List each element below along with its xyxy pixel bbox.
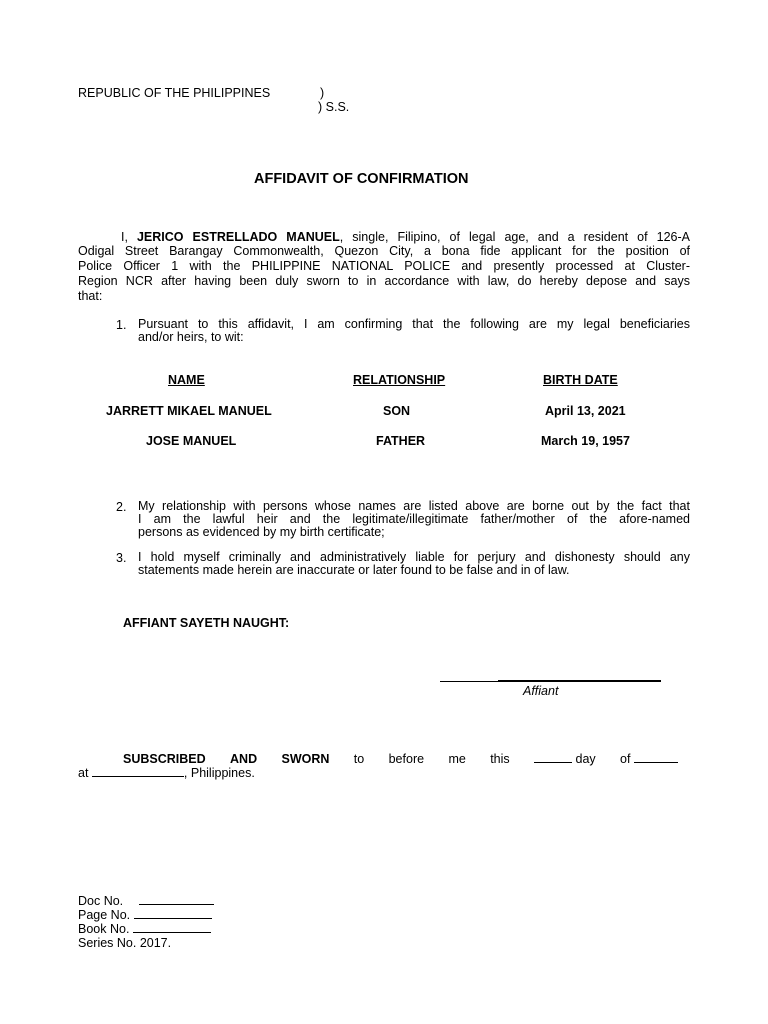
jurat-word: this [490, 752, 510, 766]
doc-no-blank [139, 893, 214, 905]
intro-line-4: Region NCR after having been duly sworn to in accordance with law, do hereby depose and says [78, 274, 690, 288]
page-no-blank [134, 907, 212, 919]
list-item-1 [116, 318, 690, 344]
affiant-sayeth-naught: AFFIANT SAYETH NAUGHT: [123, 616, 290, 630]
intro-line-1-rest: , single, Filipino, of legal age, and a resident of 126-A [339, 230, 690, 244]
venue-ss: ) S.S. [318, 100, 350, 114]
jurat-at: at [78, 766, 89, 780]
book-no-label: Book No. [78, 922, 130, 936]
page-no [78, 907, 212, 922]
affiant-name: JERICO ESTRELLADO MANUEL [136, 230, 340, 244]
list-item-number: 2. [116, 500, 127, 514]
table-cell-birth-date: March 19, 1957 [541, 434, 630, 448]
signature-line-main [498, 680, 661, 682]
intro-line-5: that: [78, 289, 103, 303]
intro-line-2: Odigal Street Barangay Commonwealth, Quezon City, a bona fide applicant for the position of [78, 244, 690, 258]
venue-paren: ) [320, 86, 325, 100]
table-cell-name: JARRETT MIKAEL MANUEL [106, 404, 272, 418]
list-item-line: persons as evidenced by my birth certificate; [138, 525, 385, 539]
table-cell-relationship: SON [383, 404, 411, 418]
jurat-word: me [448, 752, 466, 766]
jurat-word: SUBSCRIBED [123, 752, 206, 766]
intro-line-3: Police Officer 1 with the PHILIPPINE NATIONAL POLICE and presently processed at Cluster- [78, 259, 690, 273]
book-no [78, 921, 211, 936]
venue-label: REPUBLIC OF THE PHILIPPINES [78, 86, 271, 100]
list-item-line: I hold myself criminally and administratively liable for perjury and dishonesty should any [138, 550, 690, 564]
table-cell-name: JOSE MANUEL [146, 434, 237, 448]
doc-no [78, 893, 214, 908]
column-header-name: NAME [168, 373, 205, 387]
jurat-word: to [353, 752, 365, 766]
list-item-3 [116, 551, 690, 577]
jurat-line-2 [78, 765, 255, 780]
month-blank [634, 751, 678, 763]
jurat-word: SWORN [281, 752, 330, 766]
day-blank [534, 751, 572, 763]
list-item-number: 3. [116, 551, 127, 565]
jurat-word: AND [230, 752, 258, 766]
jurat-line-1 [123, 751, 678, 766]
intro-prefix: I, [121, 230, 128, 244]
series-no: Series No. 2017. [78, 936, 172, 950]
table-cell-relationship: FATHER [376, 434, 426, 448]
list-item-2 [116, 500, 690, 539]
book-no-blank [133, 921, 211, 933]
column-header-birth-date: BIRTH DATE [543, 373, 618, 387]
affiant-label: Affiant [523, 684, 559, 698]
jurat-philippines: , Philippines. [183, 766, 255, 780]
list-item-line: I am the lawful heir and the legitimate/illegitimate father/mother of the afore-named [138, 512, 690, 526]
list-item-line: statements made herein are inaccurate or later found to be false and in of law. [138, 563, 570, 577]
signature-line [440, 681, 498, 682]
jurat-word: day [575, 752, 596, 766]
doc-no-label: Doc No. [78, 894, 124, 908]
page-no-label: Page No. [78, 908, 131, 922]
place-blank [92, 765, 184, 777]
column-header-relationship: RELATIONSHIP [353, 373, 446, 387]
list-item-line: My relationship with persons whose names are listed above are borne out by the fact that [138, 499, 690, 513]
document-title: AFFIDAVIT OF CONFIRMATION [254, 171, 469, 187]
intro-line-1 [121, 230, 690, 244]
list-item-line: Pursuant to this affidavit, I am confirming that the following are my legal beneficiaries [138, 317, 690, 331]
jurat-word: of [620, 752, 631, 766]
list-item-line: and/or heirs, to wit: [138, 330, 244, 344]
list-item-number: 1. [116, 318, 127, 332]
jurat-word: before [388, 752, 425, 766]
table-cell-birth-date: April 13, 2021 [545, 404, 626, 418]
